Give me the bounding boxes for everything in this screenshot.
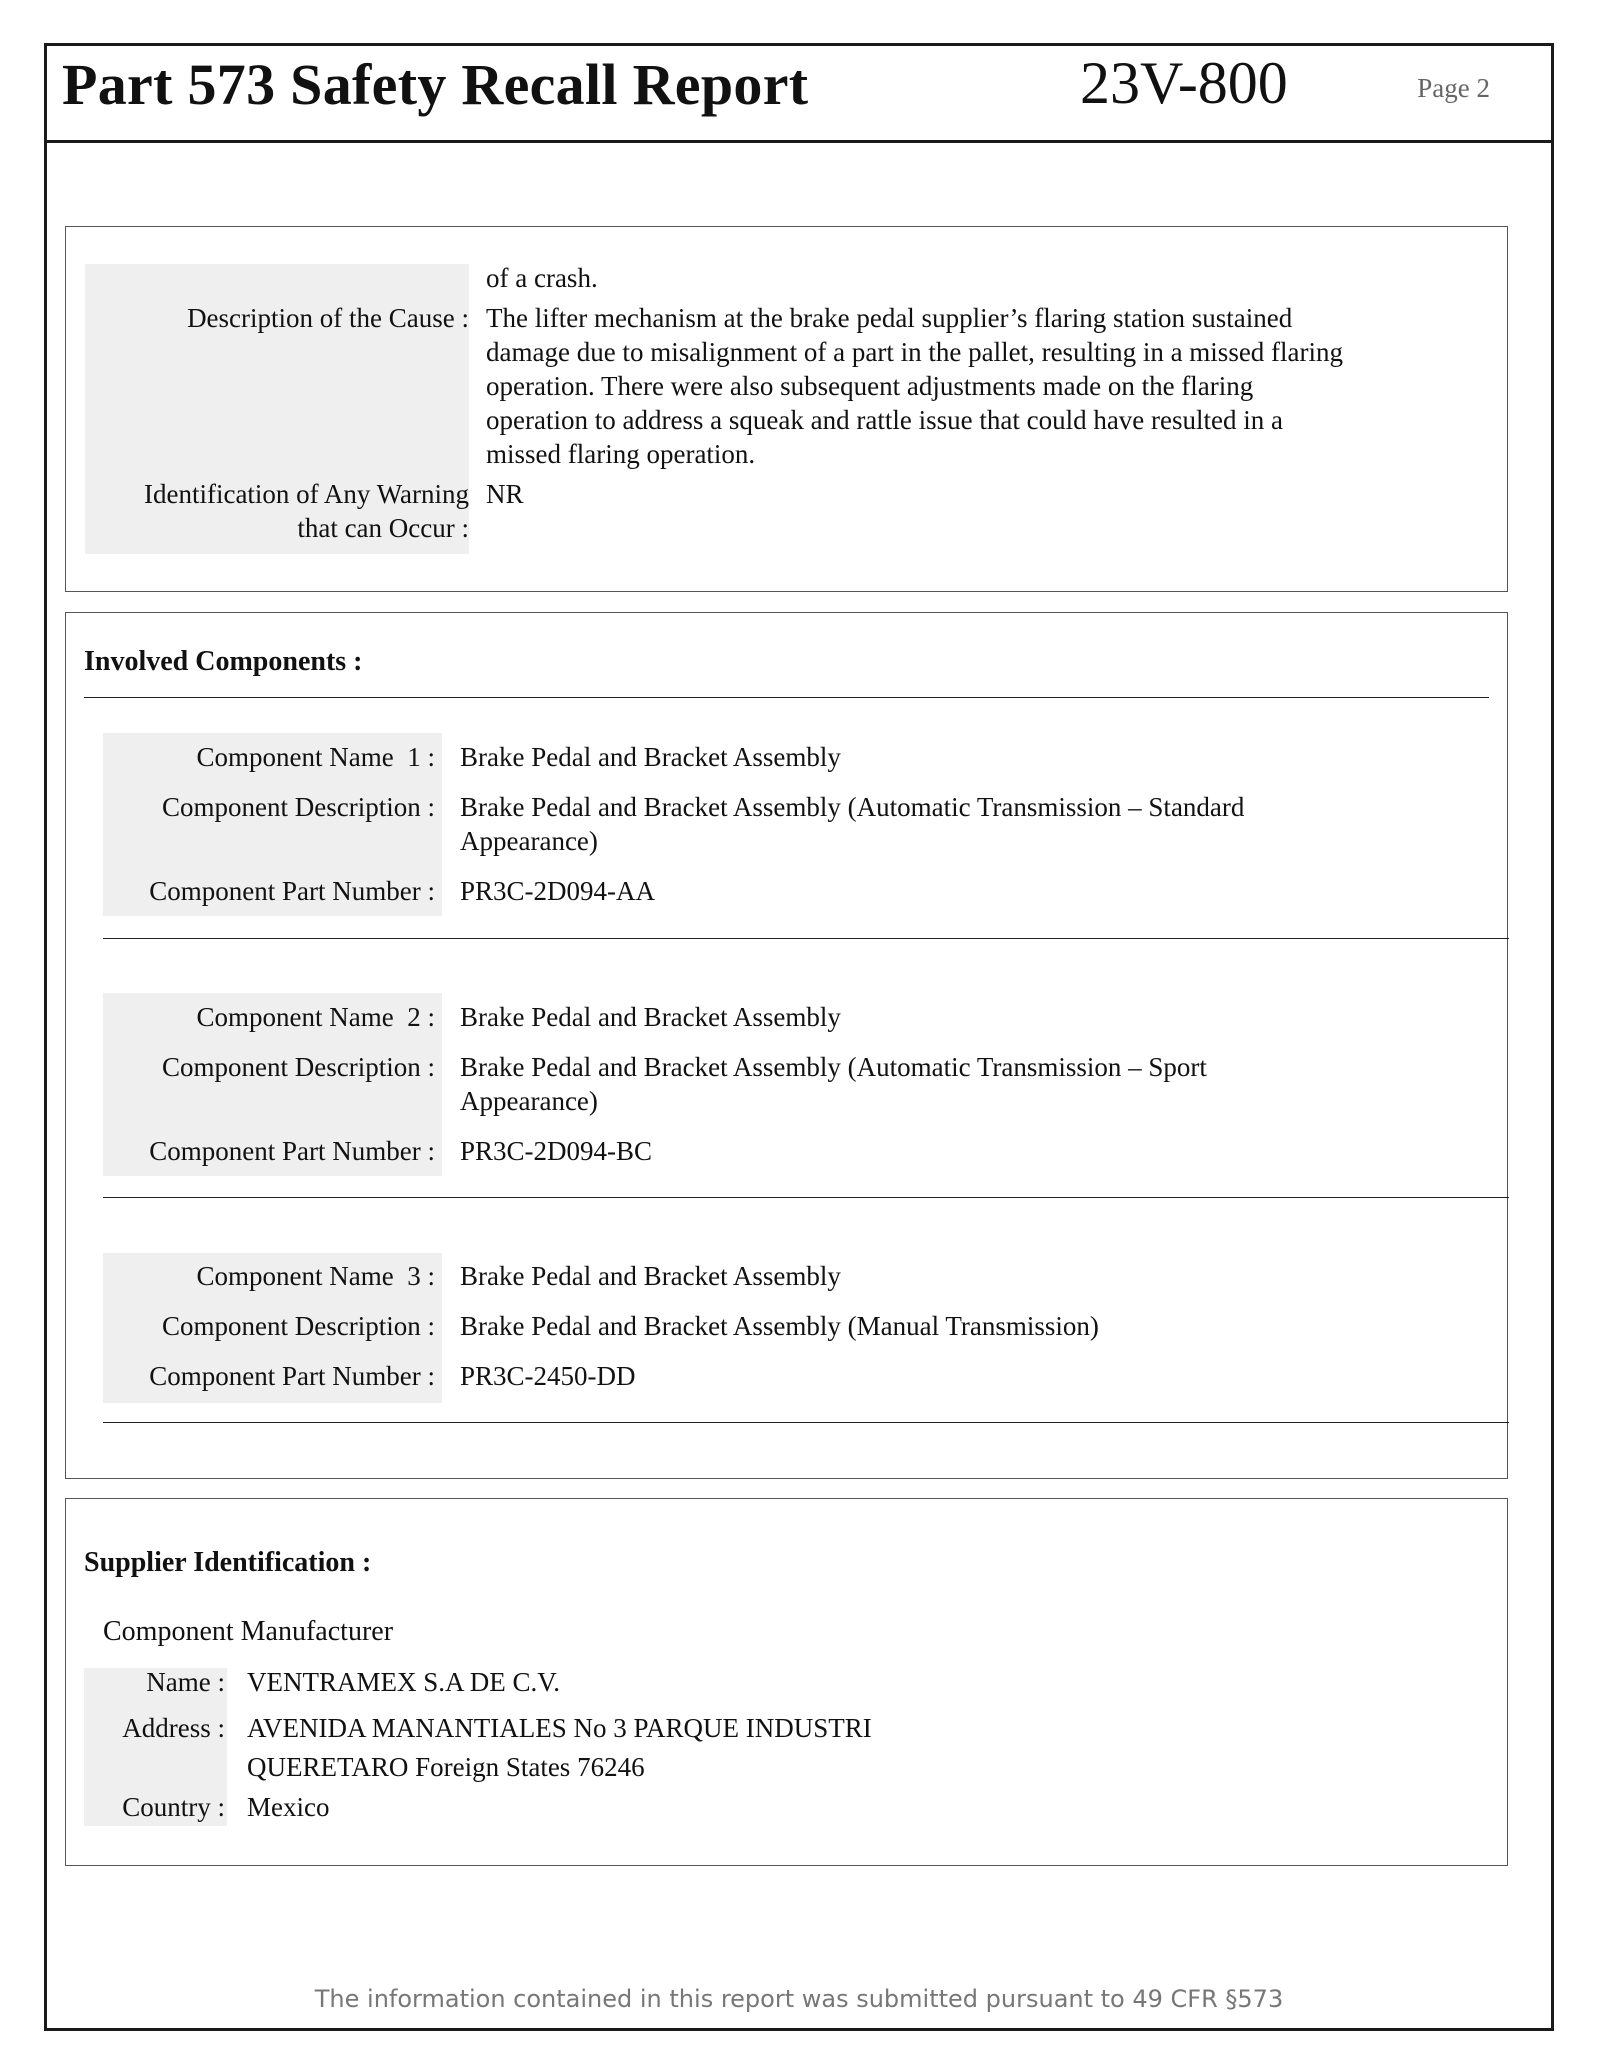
section-divider bbox=[84, 697, 1489, 698]
supplier-country: Mexico bbox=[247, 1792, 330, 1822]
component-3-part-number: PR3C-2450-DD bbox=[460, 1361, 636, 1391]
supplier-identification-title: Supplier Identification : bbox=[84, 1547, 372, 1578]
component-2-description-line-1: Brake Pedal and Bracket Assembly (Automatic Transmission – Sport bbox=[460, 1052, 1207, 1082]
cause-line-3: operation. There were also subsequent adjustments made on the flaring bbox=[486, 371, 1254, 401]
component-1-description-label: Component Description : bbox=[162, 792, 435, 822]
supplier-country-label: Country : bbox=[122, 1792, 225, 1822]
cause-section bbox=[65, 226, 1508, 592]
component-3-name: Brake Pedal and Bracket Assembly bbox=[460, 1261, 841, 1291]
cause-continuation: of a crash. bbox=[486, 263, 598, 293]
supplier-address-line-1: AVENIDA MANANTIALES No 3 PARQUE INDUSTRI bbox=[247, 1713, 872, 1743]
component-2-divider bbox=[103, 1197, 1509, 1198]
component-1-divider bbox=[103, 938, 1509, 939]
supplier-address-line-2: QUERETARO Foreign States 76246 bbox=[247, 1752, 645, 1782]
component-2-name-label: Component Name 2 : bbox=[196, 1002, 435, 1032]
component-manufacturer-heading: Component Manufacturer bbox=[103, 1616, 394, 1647]
component-1-description-line-2: Appearance) bbox=[460, 826, 598, 856]
component-3-name-label: Component Name 3 : bbox=[196, 1261, 435, 1291]
warning-value: NR bbox=[486, 479, 524, 509]
component-1-description-line-1: Brake Pedal and Bracket Assembly (Automatic Transmission – Standard bbox=[460, 792, 1245, 822]
footer-note: The information contained in this report was submitted pursuant to 49 CFR §573 bbox=[314, 1985, 1284, 2013]
component-2-description-line-2: Appearance) bbox=[460, 1086, 598, 1116]
supplier-name: VENTRAMEX S.A DE C.V. bbox=[247, 1667, 561, 1697]
component-3-divider bbox=[103, 1422, 1509, 1423]
supplier-name-label: Name : bbox=[146, 1667, 225, 1697]
involved-components-title: Involved Components : bbox=[84, 646, 363, 677]
recall-id: 23V-800 bbox=[1080, 50, 1288, 116]
warning-label-line-2: that can Occur : bbox=[297, 513, 469, 543]
cause-line-4: operation to address a squeak and rattle issue that could have resulted in a bbox=[486, 405, 1283, 435]
component-3-part-number-label: Component Part Number : bbox=[149, 1361, 435, 1391]
report-header bbox=[44, 43, 1554, 143]
component-3-description-line-1: Brake Pedal and Bracket Assembly (Manual Transmission) bbox=[460, 1311, 1099, 1341]
cause-line-5: missed flaring operation. bbox=[486, 439, 756, 469]
component-1-name-label: Component Name 1 : bbox=[196, 742, 435, 772]
component-1-name: Brake Pedal and Bracket Assembly bbox=[460, 742, 841, 772]
component-1-part-number-label: Component Part Number : bbox=[149, 876, 435, 906]
involved-components-section bbox=[65, 612, 1508, 1479]
component-2-part-number: PR3C-2D094-BC bbox=[460, 1136, 653, 1166]
component-3-description-label: Component Description : bbox=[162, 1311, 435, 1341]
cause-line-1: The lifter mechanism at the brake pedal supplier’s flaring station sustained bbox=[486, 303, 1293, 333]
supplier-address-label: Address : bbox=[122, 1713, 225, 1743]
component-2-description-label: Component Description : bbox=[162, 1052, 435, 1082]
supplier-identification-section bbox=[65, 1498, 1508, 1866]
cause-line-2: damage due to misalignment of a part in the pallet, resulting in a missed flaring bbox=[486, 337, 1344, 367]
component-2-name: Brake Pedal and Bracket Assembly bbox=[460, 1002, 841, 1032]
component-1-part-number: PR3C-2D094-AA bbox=[460, 876, 656, 906]
description-of-cause-label: Description of the Cause : bbox=[187, 303, 469, 333]
component-2-part-number-label: Component Part Number : bbox=[149, 1136, 435, 1166]
page-number: Page 2 bbox=[1417, 73, 1490, 103]
warning-label-line-1: Identification of Any Warning bbox=[143, 479, 469, 509]
report-title: Part 573 Safety Recall Report bbox=[62, 52, 809, 117]
